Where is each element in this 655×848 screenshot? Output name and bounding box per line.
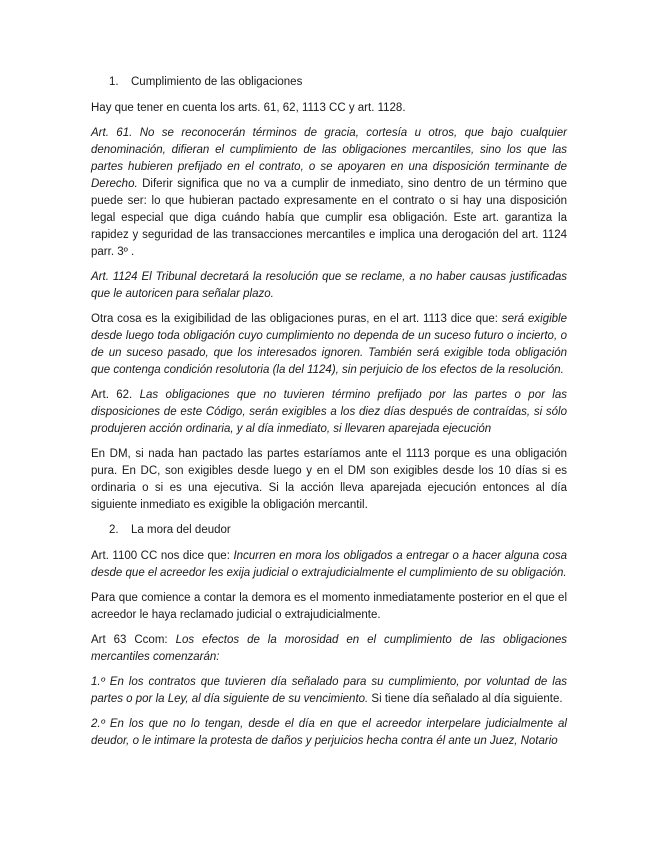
- paragraph-art-61: [91, 125, 567, 261]
- section-title: Cumplimiento de las obligaciones: [131, 76, 303, 88]
- quote-text: será exigible desde luego toda obligación cuyo cumplimiento no dependa de un suceso futuro o incierto, o de un suceso pasado, que los interesados ignoren. También será exigible toda obligación que contenga condición resolutoria (la del 1124), sin perjuicio de los efectos de la resolución.: [91, 313, 567, 376]
- paragraph-exigibilidad: [91, 311, 567, 379]
- paragraph-art-62: [91, 387, 567, 438]
- body-text: Art. 1100 CC nos dice que:: [91, 550, 234, 562]
- body-text: Art 63 Ccom:: [91, 634, 176, 646]
- quote-text: Art. 61. No se reconocerán términos de gracia, cortesía u otros, que bajo cualquier denominación, difieran el cumplimiento de las obligaciones mercantiles, sino los que las partes hubieren prefijado en el contrato, o se apoyaren en una disposición terminante de Derecho.: [91, 127, 567, 190]
- section-heading-1: [91, 74, 567, 91]
- body-text: Art. 62.: [91, 389, 140, 401]
- paragraph-art-63: [91, 632, 567, 666]
- quote-text: Los efectos de la morosidad en el cumplimiento de las obligaciones mercantiles comenzarán:: [91, 634, 567, 663]
- paragraph-art-1100: [91, 548, 567, 582]
- body-text: Otra cosa es la exigibilidad de las obligaciones puras, en el art. 1113 dice que:: [91, 313, 502, 325]
- body-text: Diferir significa que no va a cumplir de inmediato, sino dentro de un término que puede ser: lo que hubieran pactado expresamente en el contrato o si hay una disposición legal especial que diga cuándo había que cumplir esa obligación. Este art. garantiza la rapidez y seguridad de las transacciones mercantiles e implica una derogación del art. 1124 parr. 3º .: [91, 178, 567, 258]
- body-text: Si tiene día señalado al día siguiente.: [368, 693, 563, 705]
- quote-text: Art. 1124 El Tribunal decretará la resolución que se reclame, a no haber causas justificadas que le autoricen para señalar plazo.: [91, 271, 567, 300]
- quote-text: 1.º En los contratos que tuvieren día señalado para su cumplimiento, por voluntad de las partes o por la Ley, al día siguiente de su vencimiento.: [91, 676, 567, 705]
- quote-text: 2.º En los que no lo tengan, desde el día en que el acreedor interpelare judicialmente al deudor, o le intimare la protesta de daños y perjuicios hecha contra él ante un Juez, Notario: [91, 718, 567, 747]
- section-title: La mora del deudor: [131, 524, 231, 536]
- paragraph-dm-dc: En DM, si nada han pactado las partes estaríamos ante el 1113 porque es una obligación pura. En DC, son exigibles desde luego y en el DM son exigibles desde los 10 días si es ordinaria o si es una ejecutiva. Si la acción lleva aparejada ejecución entonces al día siguiente inmediato es exigible la obligación mercantil.: [91, 448, 567, 511]
- paragraph-arts-intro: Hay que tener en cuenta los arts. 61, 62, 1113 CC y art. 1128.: [91, 102, 406, 114]
- section-number: 1.: [109, 76, 119, 88]
- paragraph-demora: Para que comience a contar la demora es el momento inmediatamente posterior en el que el acreedor le haya reclamado judicial o extrajudicialmente.: [91, 592, 567, 621]
- quote-text: Incurren en mora los obligados a entregar o a hacer alguna cosa desde que el acreedor les exija judicial o extrajudicialmente el cumplimiento de su obligación.: [91, 550, 568, 579]
- section-heading-2: [91, 522, 567, 539]
- section-number: 2.: [109, 524, 119, 536]
- paragraph-item-2: [91, 716, 567, 750]
- paragraph-art-1124: [91, 269, 567, 303]
- quote-text: Las obligaciones que no tuvieren término prefijado por las partes o por las disposiciones de este Código, serán exigibles a los diez días después de contraídas, si sólo produjeren acción ordinaria, y al día inmediato, si llevaren aparejada ejecución: [91, 389, 567, 435]
- paragraph-item-1: [91, 674, 567, 708]
